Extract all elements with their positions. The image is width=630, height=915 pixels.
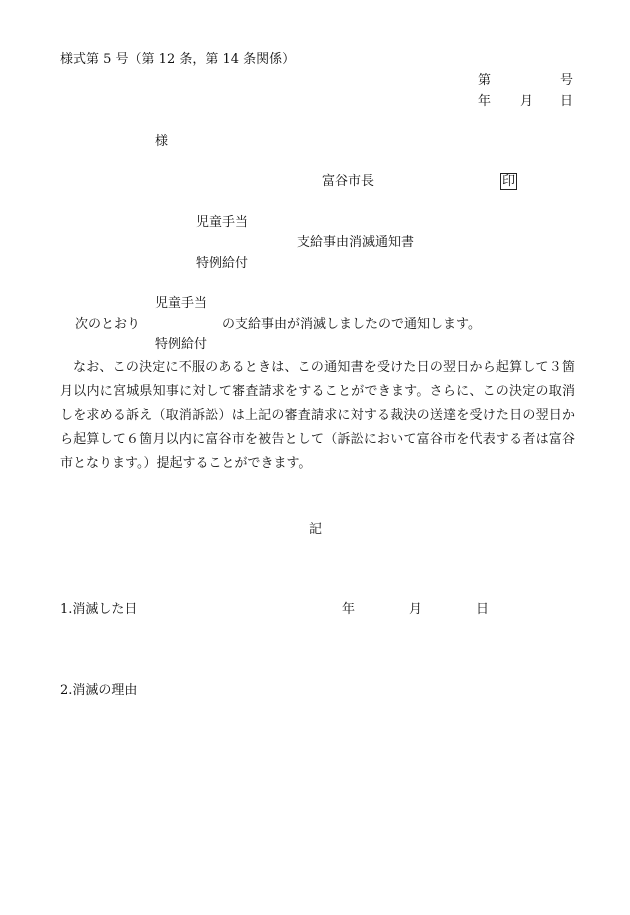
appeal-paragraph: なお、この決定に不服のあるときは、この通知書を受けた日の翌日から起算して３箇月以内に宮城県知事に対して審査請求をすることができます。さらに、この決定の取消しを求める訴え（取消訴訟）は上記の審査請求に対する裁決の送達を受けた日の翌日から起算して６箇月以内に富谷市を被告として（訴訟において富谷市を代表する者は富谷市となります。）提起することができます。 bbox=[60, 360, 575, 471]
date-month: 月 bbox=[520, 94, 534, 109]
notice-text: の支給事由が消滅しましたので通知します。 bbox=[222, 317, 481, 332]
date-year: 年 bbox=[478, 94, 492, 109]
notice-option-special-benefit: 特例給付 bbox=[155, 337, 208, 352]
notice-lead: 次のとおり bbox=[75, 317, 141, 332]
doc-number-prefix: 第 bbox=[478, 73, 492, 88]
seal-mark: 印 bbox=[502, 174, 516, 189]
notice-option-child-allowance: 児童手当 bbox=[155, 296, 208, 311]
ki-heading: 記 bbox=[309, 522, 323, 537]
title-option-child-allowance: 児童手当 bbox=[196, 215, 249, 230]
item-1-day: 日 bbox=[476, 602, 490, 617]
item-2-label: 2.消滅の理由 bbox=[60, 683, 138, 698]
document-title: 支給事由消滅通知書 bbox=[297, 235, 415, 250]
item-1-year: 年 bbox=[342, 602, 356, 617]
date-day: 日 bbox=[560, 94, 574, 109]
title-option-special-benefit: 特例給付 bbox=[196, 256, 249, 271]
sender-title: 富谷市長 bbox=[322, 174, 375, 189]
item-1-month: 月 bbox=[409, 602, 423, 617]
doc-number-suffix: 号 bbox=[560, 73, 574, 88]
addressee-suffix: 様 bbox=[155, 134, 169, 149]
item-1-label: 1.消滅した日 bbox=[60, 602, 138, 617]
form-number: 様式第 5 号（第 12 条，第 14 条関係） bbox=[60, 52, 296, 67]
